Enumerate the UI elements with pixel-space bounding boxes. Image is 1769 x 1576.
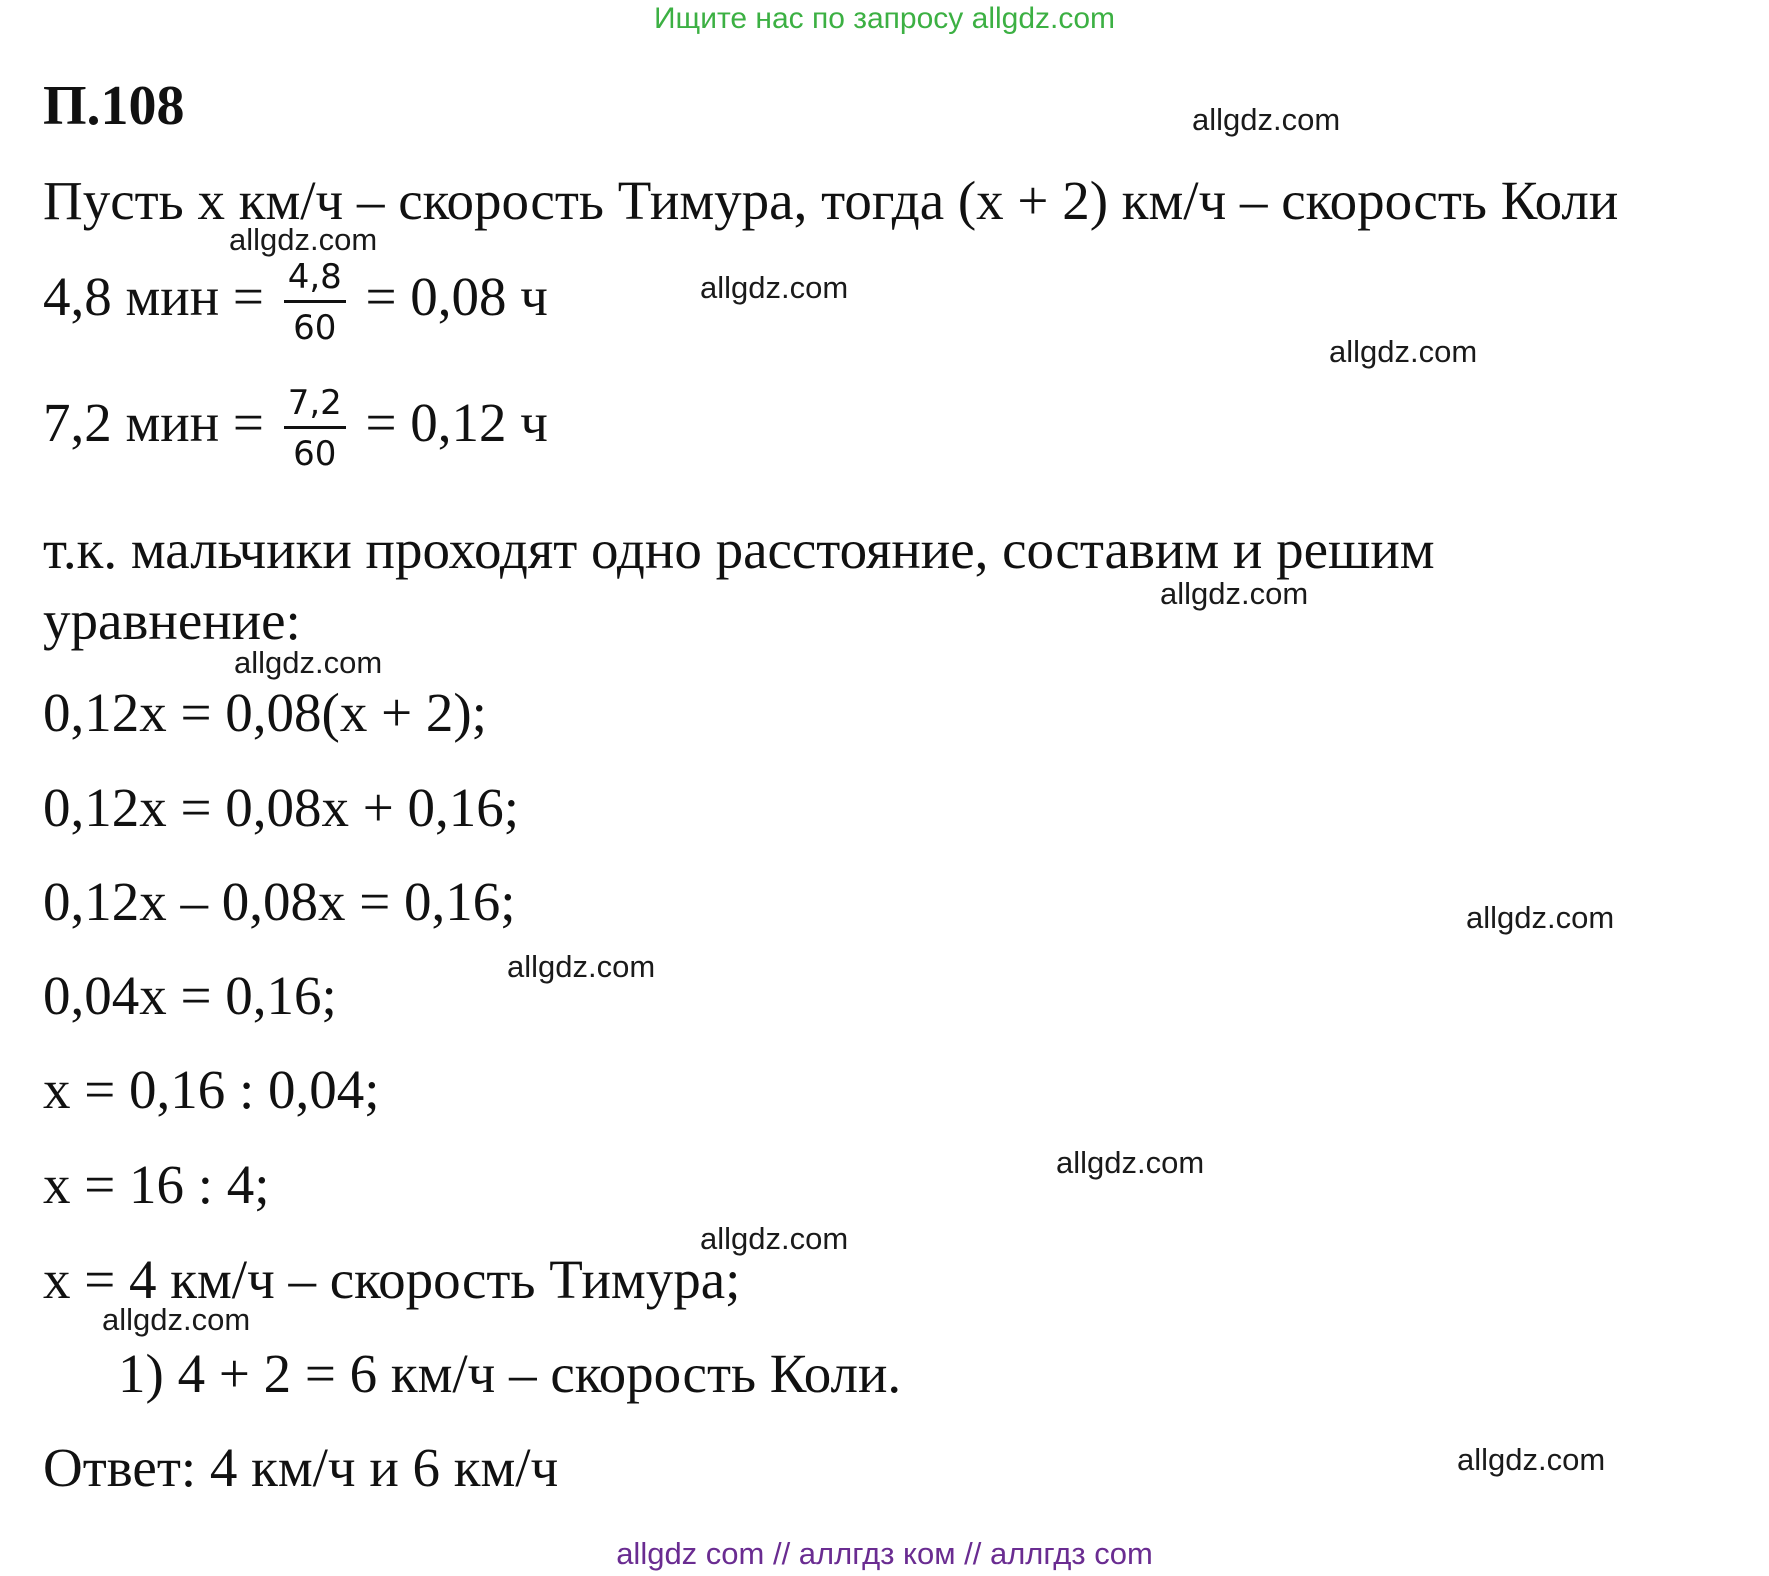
watermark-1: allgdz.com xyxy=(1192,102,1341,137)
conversion-line-2 xyxy=(43,383,548,474)
watermark-5: allgdz.com xyxy=(1160,576,1309,611)
conversion-1-right: = 0,08 ч xyxy=(365,266,548,328)
equation-step-7: x = 4 км/ч – скорость Тимура; xyxy=(43,1249,741,1310)
conversion-2-left: 7,2 мин = xyxy=(43,392,264,454)
reason-text-2: уравнение: xyxy=(43,590,301,651)
conversion-1-left: 4,8 мин = xyxy=(43,266,264,328)
problem-title: П.108 xyxy=(43,75,185,137)
equation-step-5: x = 0,16 : 0,04; xyxy=(43,1059,380,1120)
watermark-11: allgdz.com xyxy=(102,1302,251,1337)
watermark-10: allgdz.com xyxy=(700,1221,849,1256)
watermark-12: allgdz.com xyxy=(1457,1442,1606,1477)
watermark-8: allgdz.com xyxy=(507,949,656,984)
fraction-2-numerator: 7,2 xyxy=(284,386,346,429)
equation-step-1: 0,12x = 0,08(x + 2); xyxy=(43,682,487,743)
equation-step-4: 0,04x = 0,16; xyxy=(43,965,337,1026)
watermark-4: allgdz.com xyxy=(1329,334,1478,369)
koli-speed-step: 1) 4 + 2 = 6 км/ч – скорость Коли. xyxy=(118,1343,902,1404)
fraction-1-denominator: 60 xyxy=(293,308,337,348)
watermark-6: allgdz.com xyxy=(234,645,383,680)
intro-text: Пусть x км/ч – скорость Тимура, тогда (x + 2) км/ч – скорость Коли xyxy=(43,170,1619,231)
equation-step-3: 0,12x – 0,08x = 0,16; xyxy=(43,871,516,932)
watermark-7: allgdz.com xyxy=(1466,900,1615,935)
equation-step-2: 0,12x = 0,08x + 0,16; xyxy=(43,777,520,838)
conversion-2-right: = 0,12 ч xyxy=(365,392,548,454)
fraction-2-denominator: 60 xyxy=(293,434,337,474)
watermark-9: allgdz.com xyxy=(1056,1145,1205,1180)
watermark-3: allgdz.com xyxy=(700,270,849,305)
answer-text: Ответ: 4 км/ч и 6 км/ч xyxy=(43,1437,559,1498)
conversion-line-1 xyxy=(43,257,548,348)
equation-step-6: x = 16 : 4; xyxy=(43,1154,270,1215)
watermark-2: allgdz.com xyxy=(229,222,378,257)
footer-text: allgdz com // аллгдз ком // аллгдз com xyxy=(616,1536,1153,1571)
top-banner: Ищите нас по запросу allgdz.com xyxy=(653,2,1116,35)
fraction-1 xyxy=(284,257,346,348)
fraction-2 xyxy=(284,383,346,474)
reason-text-1: т.к. мальчики проходят одно расстояние, составим и решим xyxy=(43,519,1435,580)
fraction-1-numerator: 4,8 xyxy=(284,260,346,303)
